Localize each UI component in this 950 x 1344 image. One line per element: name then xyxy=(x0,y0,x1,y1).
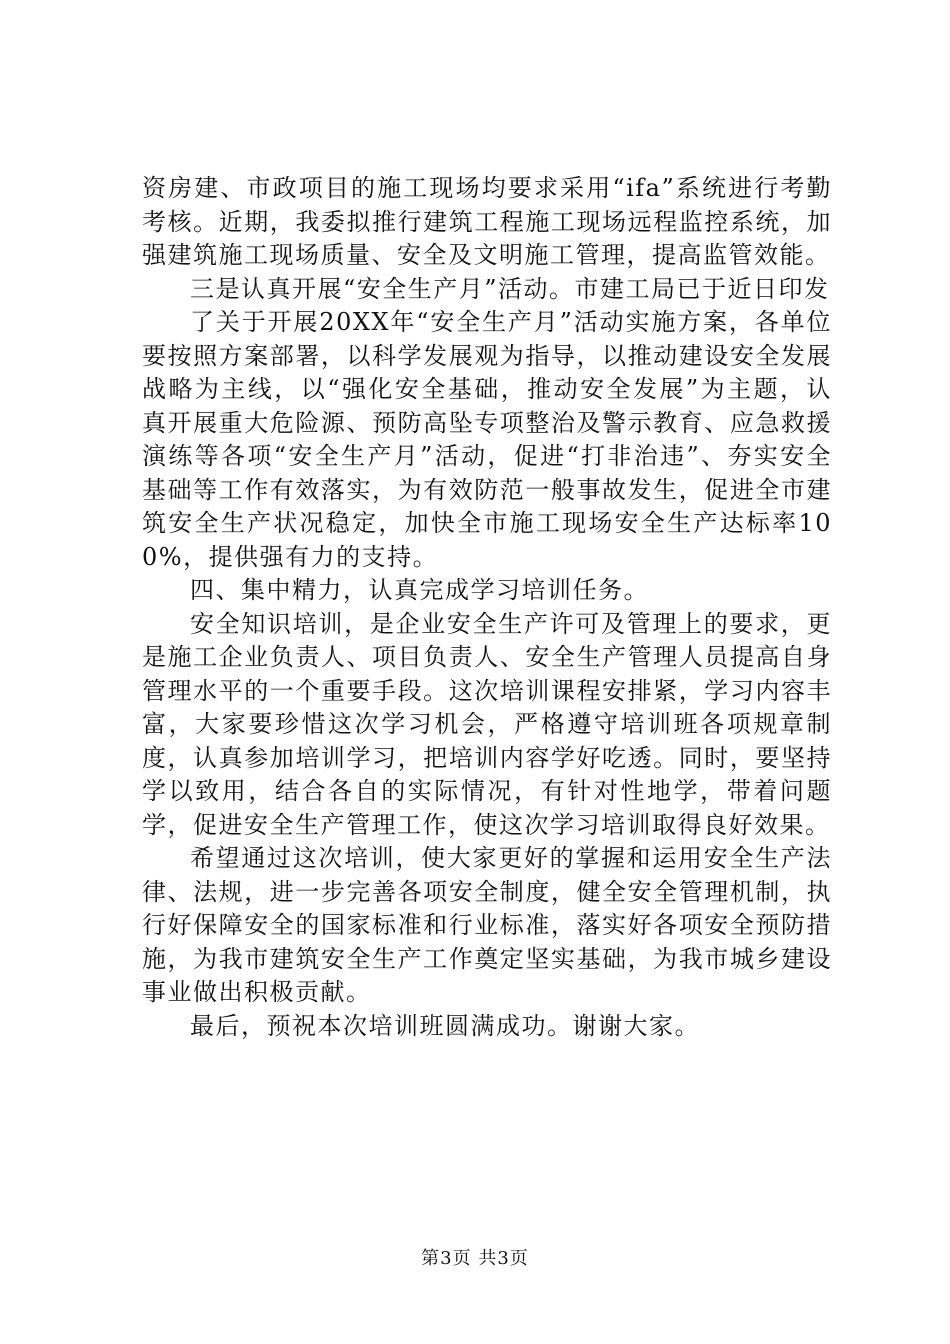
paragraph-3: 了关于开展20XX年“安全生产月”活动实施方案，各单位要按照方案部署，以科学发展观为指导，以推动建设安全发展战略为主线，以“强化安全基础，推动安全发展”为主题，认真开展重大危险源、预防高坠专项整治及警示教育、应急救援演练等各项“安全生产月”活动，促进“打非治违”、夯实安全基础等工作有效落实，为有效防范一般事故发生，促进全市建筑安全生产状况稳定，加快全市施工现场安全生产达标率100%，提供强有力的支持。 xyxy=(142,308,832,571)
paragraph-5: 安全知识培训，是企业安全生产许可及管理上的要求，更是施工企业负责人、项目负责人、安全生产管理人员提高自身管理水平的一个重要手段。这次培训课程安排紧，学习内容丰富，大家要珍惜这次学习机会，严格遵守培训班各项规章制度，认真参加培训学习，把培训内容学好吃透。同时，要坚持学以致用，结合各自的实际情况，有针对性地学，带着问题学，促进安全生产管理工作，使这次学习培训取得良好效果。 xyxy=(142,609,832,839)
document-body xyxy=(142,172,832,1043)
paragraph-2: 三是认真开展“安全生产月”活动。市建工局已于近日印发 xyxy=(190,274,830,303)
paragraph-7: 最后，预祝本次培训班圆满成功。谢谢大家。 xyxy=(190,1011,700,1040)
page-number-footer: 第3页 共3页 xyxy=(421,1248,529,1269)
paragraph-1: 资房建、市政项目的施工现场均要求采用“ifa”系统进行考勤考核。近期，我委拟推行建筑工程施工现场远程监控系统，加强建筑施工现场质量、安全及文明施工管理，提高监管效能。 xyxy=(142,174,832,269)
paragraph-4: 四、集中精力，认真完成学习培训任务。 xyxy=(190,576,649,604)
paragraph-6: 希望通过这次培训，使大家更好的掌握和运用安全生产法律、法规，进一步完善各项安全制度，健全安全管理机制，执行好保障安全的国家标准和行业标准，落实好各项安全预防措施，为我市建筑安全生产工作奠定坚实基础，为我市城乡建设事业做出积极贡献。 xyxy=(142,844,832,1006)
